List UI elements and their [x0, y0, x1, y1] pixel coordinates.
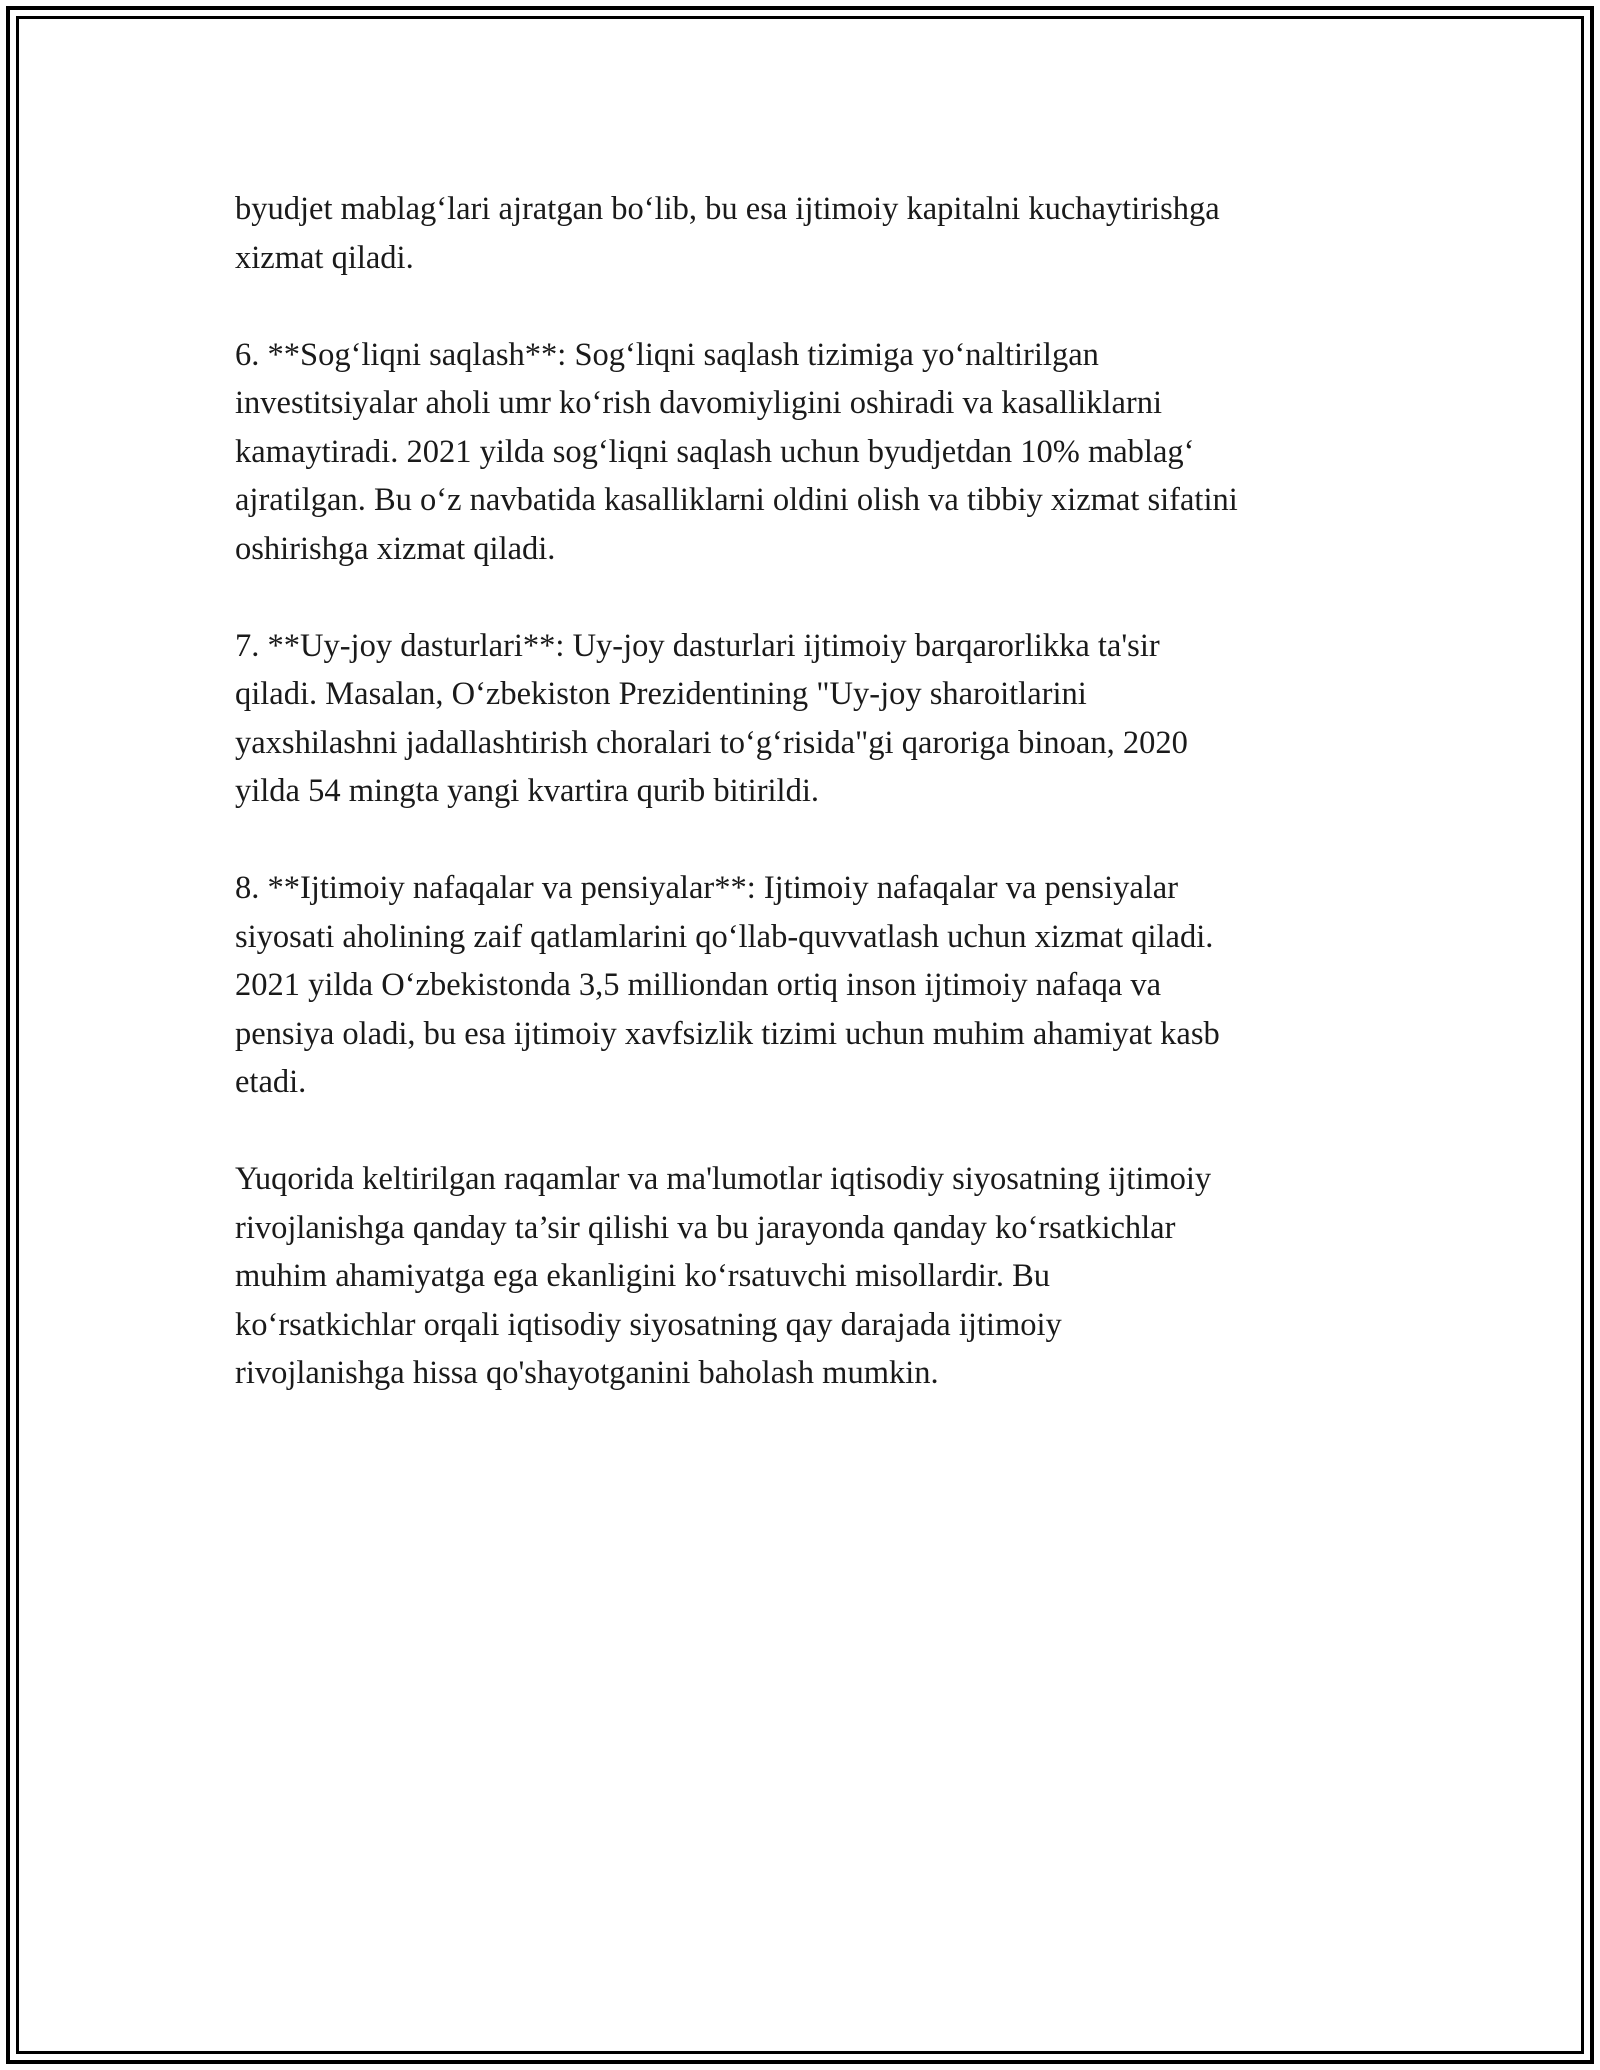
- text-line: xizmat qiladi.: [235, 239, 414, 276]
- paragraph-continuation: [235, 185, 1385, 282]
- text-line: 6. **Sog‘liqni saqlash**: Sog‘liqni saqlash tizimiga yo‘naltirilgan: [235, 336, 1099, 373]
- text-line: 7. **Uy-joy dasturlari**: Uy-joy dasturlari ijtimoiy barqarorlikka ta'sir: [235, 627, 1160, 664]
- text-line: investitsiyalar aholi umr ko‘rish davomiyligini oshiradi va kasalliklarni: [235, 385, 1162, 421]
- text-line: kamaytiradi. 2021 yilda sog‘liqni saqlash uchun byudjetdan 10% mablag‘: [235, 433, 1195, 470]
- text-line: pensiya oladi, bu esa ijtimoiy xavfsizlik tizimi uchun muhim ahamiyat kasb: [235, 1015, 1220, 1052]
- text-line: rivojlanishga hissa qo'shayotganini baholash mumkin.: [235, 1355, 939, 1391]
- text-line: yaxshilashni jadallashtirish choralari to‘g‘risida"gi qaroriga binoan, 2020: [235, 724, 1188, 761]
- text-line: yilda 54 mingta yangi kvartira qurib bitirildi.: [235, 773, 819, 809]
- text-line: ko‘rsatkichlar orqali iqtisodiy siyosatning qay darajada ijtimoiy: [235, 1306, 1062, 1343]
- text-line: rivojlanishga qanday ta’sir qilishi va bu jarayonda qanday ko‘rsatkichlar: [235, 1209, 1176, 1246]
- text-line: 2021 yilda O‘zbekistonda 3,5 milliondan ortiq inson ijtimoiy nafaqa va: [235, 967, 1162, 1003]
- paragraph-item-8: [235, 864, 1385, 1107]
- text-line: muhim ahamiyatga ega ekanligini ko‘rsatuvchi misollardir. Bu: [235, 1258, 1051, 1294]
- text-line: Yuqorida keltirilgan raqamlar va ma'lumotlar iqtisodiy siyosatning ijtimoiy: [235, 1161, 1212, 1197]
- text-line: etadi.: [235, 1064, 307, 1100]
- text-line: oshirishga xizmat qiladi.: [235, 530, 556, 567]
- text-line: ajratilgan. Bu o‘z navbatida kasalliklarni oldini olish va tibbiy xizmat sifatini: [235, 482, 1238, 518]
- text-line: byudjet mablag‘lari ajratgan bo‘lib, bu esa ijtimoiy kapitalni kuchaytirishga: [235, 191, 1220, 227]
- paragraph-item-7: [235, 622, 1385, 816]
- text-line: qiladi. Masalan, O‘zbekiston Prezidentining "Uy-joy sharoitlarini: [235, 676, 1087, 712]
- text-line: 8. **Ijtimoiy nafaqalar va pensiyalar**: Ijtimoiy nafaqalar va pensiyalar: [235, 870, 1179, 906]
- paragraph-conclusion: [235, 1155, 1385, 1398]
- text-line: siyosati aholining zaif qatlamlarini qo‘llab-quvvatlash uchun xizmat qiladi.: [235, 918, 1214, 955]
- document-body: [235, 185, 1385, 1446]
- paragraph-item-6: [235, 331, 1385, 574]
